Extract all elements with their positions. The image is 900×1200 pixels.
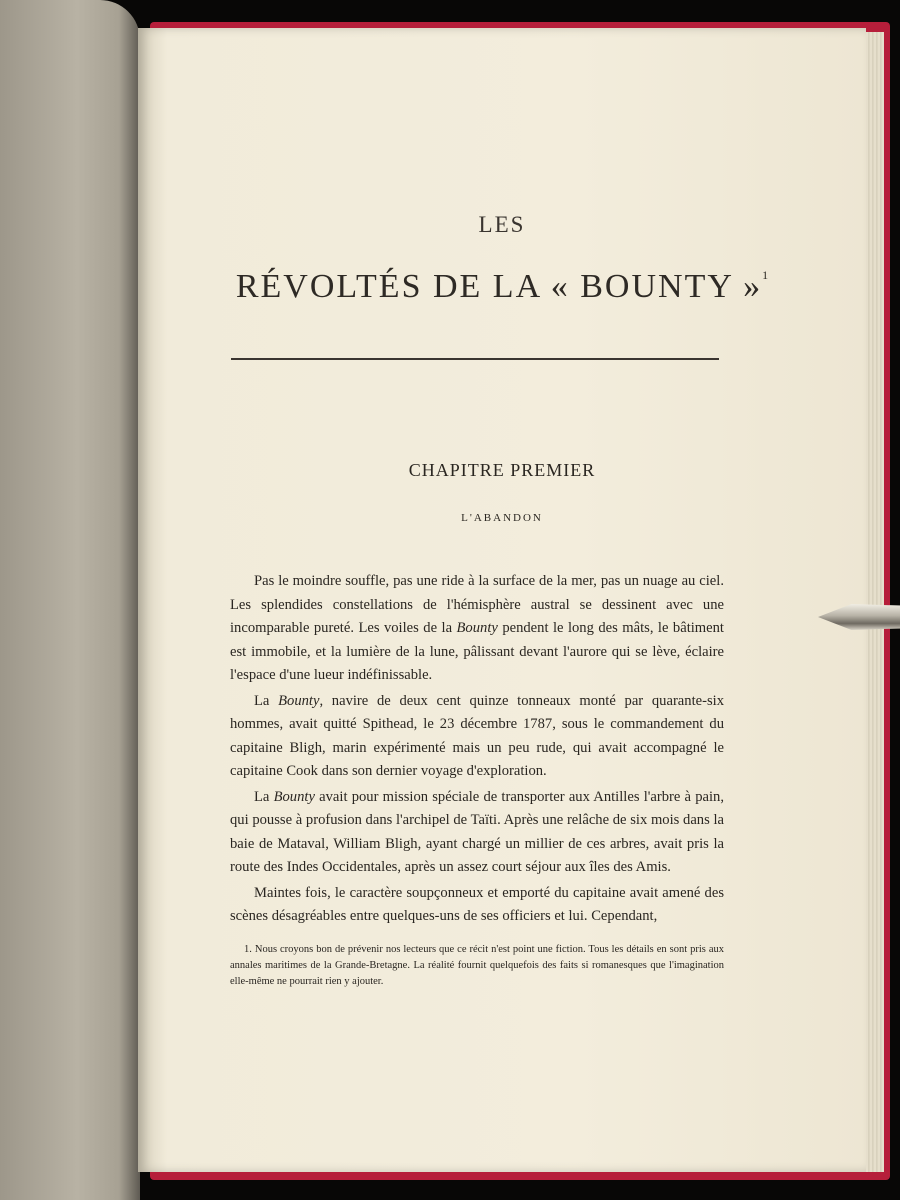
chapter-subtitle: L'ABANDON <box>461 512 543 524</box>
title-rule <box>231 358 719 360</box>
paragraph: La Bounty, navire de deux cent quinze tonneaux monté par quarante-six hommes, avait quitté Spithead, le 23 décembre 1787, sous le commandement du capitaine Bligh, marin expérimenté mais un peu rude, qui avait accompagné le capitaine Cook dans son dernier voyage d'exploration. <box>230 692 725 779</box>
facing-page-left <box>0 0 140 1200</box>
footnote-marker: 1 <box>762 268 769 282</box>
book-title <box>138 268 866 306</box>
ship-name: Bounty <box>278 692 320 709</box>
book-page <box>138 28 866 1172</box>
paragraph: Pas le moindre souffle, pas une ride à la surface de la mer, pas un nuage au ciel. Les splendides constellations de l'hémisphère austral se dessinent avec une incomparable pureté. Les voiles de la Bounty pendent le long des mâts, le bâtiment est immobile, et la lumière de la lune, pâlissant devant l'aurore qui se lève, éclaire l'espace d'une lueur indéfinissable. <box>230 573 724 683</box>
ship-name: Bounty <box>456 620 498 636</box>
footnote: 1. Nous croyons bon de prévenir nos lecteurs que ce récit n'est point une fiction. Tous les détails en sont pris aux annales maritimes de la Grande-Bretagne. La réalité fournit quelquefois des faits si romanesques que l'imagination elle-même ne pourrait rien y ajouter. <box>230 944 724 987</box>
body-text <box>230 570 724 931</box>
book-title-text: RÉVOLTÉS DE LA « BOUNTY » <box>235 268 763 305</box>
ship-name: Bounty <box>273 788 315 805</box>
title-line-1: LES <box>478 212 526 237</box>
paragraph: La Bounty avait pour mission spéciale de transporter aux Antilles l'arbre à pain, qui pousse à profusion dans l'archipel de Taïti. Après une relâche de six mois dans la baie de Mataval, William Bligh, ayant chargé un millier de ces arbres, avait pris la route des Indes Occidentales, après un assez court séjour aux îles des Amis. <box>230 788 724 875</box>
chapter-heading: CHAPITRE PREMIER <box>408 460 596 480</box>
paragraph: Maintes fois, le caractère soupçonneux et emporté du capitaine avait amené des scènes désagréables entre quelques-uns de ses officiers et lui. Cependant, <box>230 884 724 924</box>
